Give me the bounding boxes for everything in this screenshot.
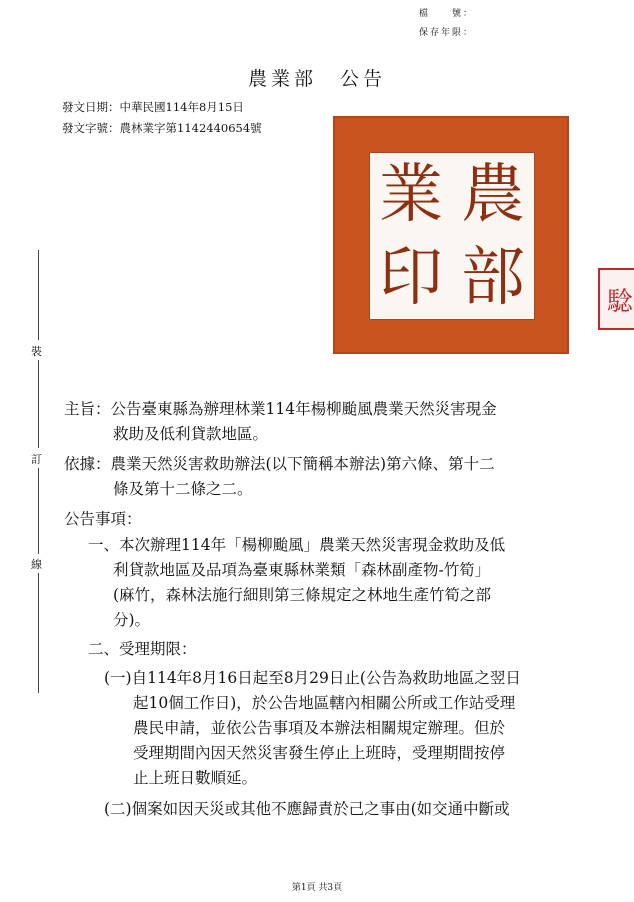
item1-line-4: 分)。: [113, 611, 151, 629]
item1-line-2: 利貸款地區及品項為臺東縣林業類「森林副產物-竹筍」: [113, 561, 491, 579]
seal-char-3: 部: [461, 240, 525, 315]
announcement-items-header: 公告事項：: [64, 510, 142, 528]
document-title: 農業部 公告: [247, 68, 386, 90]
basis-line-1: 依據：農業天然災害救助辦法(以下簡稱本辦法)第六條、第十二: [64, 455, 495, 473]
item2-1-line-3: 農民申請，並依公告事項及本辦法相關規定辦理。但於: [133, 719, 506, 737]
small-seal-stamp: 騐: [598, 268, 634, 330]
item1-line-1: 一、本次辦理114年「楊柳颱風」農業天然災害現金救助及低: [88, 536, 506, 554]
page-number: 第1頁 共3頁: [291, 883, 343, 893]
binding-char-xian: 線: [31, 558, 42, 571]
binding-char-zhuang: 裝: [31, 345, 42, 358]
archive-file-number: 檔 號：: [418, 9, 474, 19]
seal-char-2: 業: [379, 157, 443, 232]
item2-1-line-4: 受理期間內因天然災害發生停止上班時，受理期間按停: [133, 744, 506, 762]
archive-retention-period: 保存年限：: [418, 28, 474, 38]
item1-line-3: (麻竹，森林法施行細則第三條規定之林地生產竹筍之部: [113, 586, 492, 604]
item2-2-line-1: (二)個案如因天災或其他不應歸責於己之事由(如交通中斷或: [104, 800, 510, 818]
seal-char-4: 印: [379, 240, 443, 315]
issue-number: 發文字號：農林業字第1142440654號: [62, 121, 262, 135]
subject-line-1: 主旨：公告臺東縣為辦理林業114年楊柳颱風農業天然災害現金: [64, 400, 497, 418]
item2-1-line-5: 止上班日數順延。: [133, 769, 258, 787]
basis-line-2: 條及第十二條之二。: [113, 480, 253, 498]
binding-char-ding: 訂: [31, 453, 42, 466]
item2-1-line-1: (一)自114年8月16日起至8月29日止(公告為救助地區之翌日: [104, 669, 521, 687]
issue-date: 發文日期：中華民國114年8月15日: [62, 100, 244, 114]
item2-header: 二、受理期限：: [88, 640, 197, 658]
subject-line-2: 救助及低利貸款地區。: [113, 425, 269, 443]
seal-char-1: 農: [461, 157, 525, 232]
item2-1-line-2: 起10個工作日)，於公告地區轄內相關公所或工作站受理: [133, 694, 516, 712]
